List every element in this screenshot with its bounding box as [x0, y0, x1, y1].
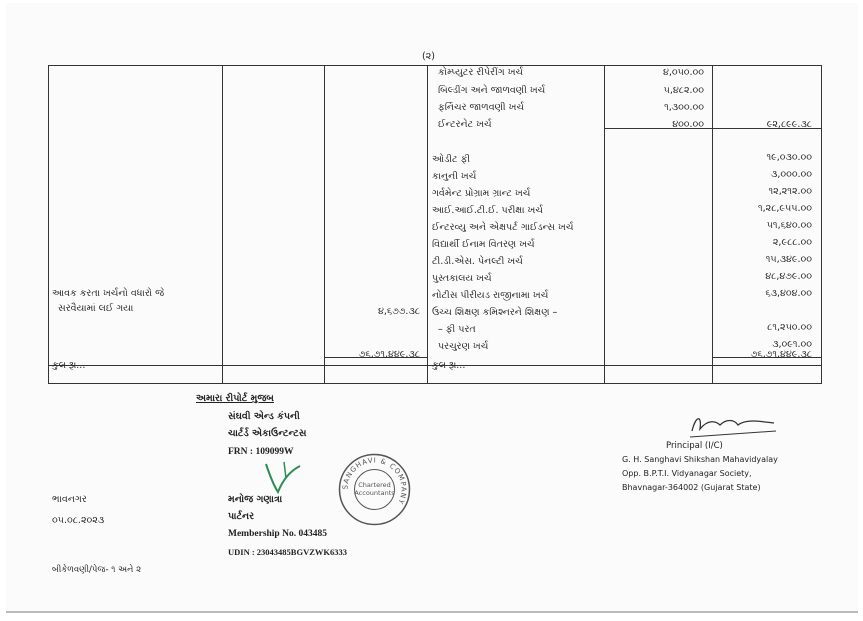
expense-amount: ૫૧,૬૪૦.૦૦ — [766, 220, 812, 231]
expense-label: ટી.ડી.એસ. પેનલ્ટી ખર્ચ — [432, 256, 523, 267]
principal-title: Principal (I/C) — [666, 441, 723, 451]
membership-number: Membership No. 043485 — [228, 529, 327, 539]
expense-amount: ૪૦૦.૦૦ — [672, 119, 704, 130]
excess-expense-label-2: સરવૈયામાં લઈ ગયા — [58, 303, 134, 314]
expense-label: ફર્નિચર જાળવણી ખર્ચ — [438, 102, 525, 113]
excess-expense-label: આવક કરતા ખર્ચનો વધારો જે — [52, 288, 165, 299]
document-page — [6, 3, 858, 613]
auditor-signature — [256, 458, 306, 498]
expense-label: કોમ્પ્યુટર રીપેરીંગ ખર્ચ — [438, 67, 524, 78]
expense-amount: ૧૨,૨૧૨.૦૦ — [768, 186, 812, 197]
expense-amount: ૧૫,૩૪૯.૦૦ — [765, 254, 812, 265]
expense-label: ઈન્ટરનેટ ખર્ચ — [438, 119, 492, 130]
principal-line-2: Opp. B.P.T.I. Vidyanagar Society, — [622, 469, 752, 478]
expense-amount: ૧૯,૦૩૦.૦૦ — [766, 152, 812, 163]
expense-amount: ૬૩,૪૦૪.૦૦ — [765, 288, 812, 299]
group-1-total: ૯૨,૮૯૯.૩૮ — [766, 119, 812, 130]
expense-amount: ૮૧,૨૫૦.૦૦ — [767, 322, 812, 333]
expense-label: વિદ્યાર્થી ઈનામ વિતરણ ખર્ચ — [432, 239, 535, 250]
page-label: (૨) — [422, 51, 435, 62]
expense-amount: ૧,૨૮,૯૫૫.૦૦ — [757, 203, 812, 214]
place: ભાવનગર — [52, 494, 87, 505]
left-total-amount: ૭૬,૭૧,૪૪૯.૩૮ — [358, 349, 420, 360]
expense-label: ઓડીટ ફી — [432, 154, 471, 165]
excess-expense-amount: ૪,૬૭૭.૩૮ — [377, 306, 420, 317]
auditor-firm: સંઘવી એન્ડ કંપની — [228, 411, 300, 422]
expense-amount: ૫,૪૮૨.૦૦ — [663, 85, 704, 96]
expense-amount: ૪૮,૪૭૯.૦૦ — [765, 271, 812, 282]
principal-line-1: G. H. Sanghavi Shikshan Mahavidyalay — [622, 455, 778, 464]
expense-amount: ૩,૦૯૧.૦૦ — [772, 339, 812, 350]
date: ૦૫.૦૮.૨૦૨૩ — [52, 515, 105, 526]
stamp-center-2: Accountants — [354, 489, 395, 497]
expense-label: કાનુની ખર્ચ — [432, 171, 477, 182]
left-total-label: કુલ રૂા... — [52, 360, 86, 371]
stamp-ring-text: SANGHAVI & COMPANY — [341, 456, 408, 507]
expense-label: નોટીસ પીરીયડ રાજીનામા ખર્ચ — [432, 290, 549, 301]
expense-amount: ૧,૩૦૦.૦૦ — [664, 102, 704, 113]
expense-label: પરચુરણ ખર્ચ — [438, 341, 489, 352]
expense-label: ઈન્ટરવ્યુ અને એક્ષપર્ટ ગાઈડન્સ ખર્ચ — [432, 222, 574, 233]
expense-amount: ૨,૯૮૮.૦૦ — [772, 237, 812, 248]
partner-name: મનોજ ગણાત્રા — [228, 494, 283, 505]
partner-title: પાર્ટનર — [228, 511, 255, 522]
expense-label: – ફી પરત — [438, 324, 476, 335]
right-total-label: કુલ રૂા... — [432, 360, 466, 371]
expense-label: બિલ્ડીંગ અને જાળવણી ખર્ચ — [438, 85, 546, 96]
auditor-frn: FRN : 109099W — [228, 447, 294, 457]
expense-amount: ૩,૦૦૦.૦૦ — [771, 169, 812, 180]
expense-label: આઈ.આઈ.ટી.ઈ. પરીક્ષા ખર્ચ — [432, 205, 543, 216]
stamp-center-1: Chartered — [358, 481, 391, 489]
firm-stamp — [337, 452, 412, 527]
principal-line-3: Bhavnagar-364002 (Gujarat State) — [622, 483, 761, 492]
right-total-amount: ૭૬,૭૧,૪૪૯.૩૮ — [750, 349, 812, 360]
expense-label: ગર્વમેન્ટ પ્રોગ્રામ ગ્રાન્ટ ખર્ચ — [432, 188, 531, 199]
footer-note: બીકેળવણી/પેજ- ૧ અને ૨ — [52, 565, 142, 575]
auditor-designation: ચાર્ટર્ડ એકાઉન્ટન્ટસ — [228, 428, 307, 439]
udin: UDIN : 23043485BGVZWK6333 — [228, 547, 348, 557]
expense-amount: ૪,૦૫૦.૦૦ — [662, 67, 704, 78]
expense-label: ઉચ્ચ શિક્ષણ કમિશ્નરને શિક્ષણ – — [432, 307, 558, 318]
principal-signature — [686, 411, 781, 441]
expense-label: પુસ્તકાલય ખર્ચ — [432, 273, 492, 284]
auditor-heading: અમારા રીપોર્ટ મુજબ — [196, 393, 274, 404]
